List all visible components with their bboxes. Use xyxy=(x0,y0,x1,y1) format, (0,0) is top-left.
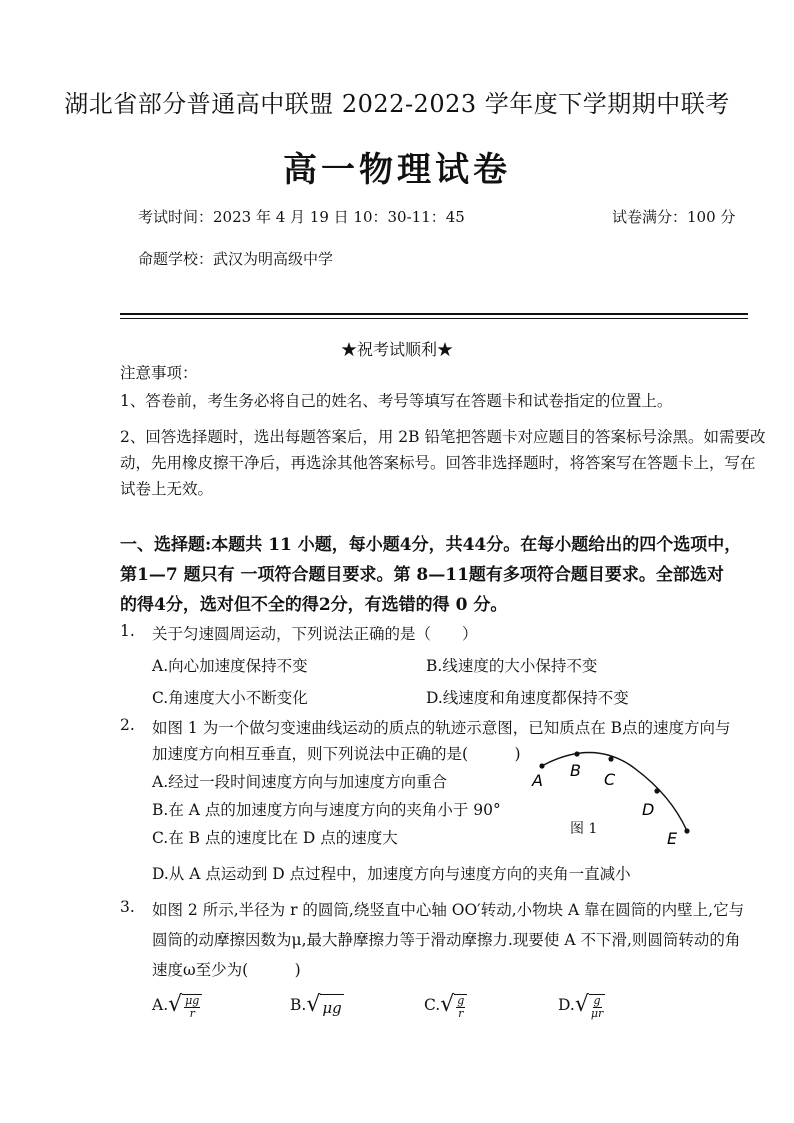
point-e-label: E xyxy=(667,829,678,848)
question-number: 3. xyxy=(120,898,135,916)
question-stem-line: 如图 1 为一个做匀变速曲线运动的质点的轨迹示意图，已知质点在 B点的速度方向与 xyxy=(152,719,731,737)
option-b xyxy=(290,990,344,1020)
fraction-denominator: μr xyxy=(590,1007,604,1020)
option-c xyxy=(424,990,467,1020)
option-label: B. xyxy=(290,996,307,1014)
note-line: 1、答卷前，考生务必将自己的姓名、考号等填写在答题卡和试卷指定的位置上。 xyxy=(120,392,673,410)
option-c: C.在 B 点的速度比在 D 点的速度大 xyxy=(152,829,398,847)
blessing-line: ★祝考试顺利★ xyxy=(340,340,453,359)
question-stem-line: 圆筒的动摩擦因数为μ,最大静摩擦力等于滑动摩擦力.现要使 A 不下滑,则圆筒转动的角 xyxy=(152,931,741,949)
option-b: B.在 A 点的加速度方向与速度方向的夹角小于 90° xyxy=(152,801,501,819)
note-line: 2、回答选择题时，选出每题答案后，用 2B 铅笔把答题卡对应题目的答案标号涂黑。如需要改 xyxy=(120,428,766,446)
fraction-denominator: r xyxy=(458,1007,464,1020)
trajectory-figure xyxy=(520,745,700,855)
option-a xyxy=(152,990,202,1020)
note-line: 动，先用橡皮擦干净后，再选涂其他答案标号。回答非选择题时，将答案写在答题卡上，写在 xyxy=(120,454,756,472)
question-stem-line: 速度ω至少为( ) xyxy=(152,961,301,979)
setting-school: 命题学校：武汉为明高级中学 xyxy=(138,250,334,268)
option-d: D.从 A 点运动到 D 点过程中，加速度方向与速度方向的夹角一直减小 xyxy=(152,865,631,883)
point-b-dot xyxy=(574,751,579,756)
sqrt-expression: √ $\frac{\mu g}{r}$ xyxy=(168,990,202,1020)
question-number: 1. xyxy=(120,622,135,640)
option-label: A. xyxy=(152,996,169,1014)
point-c-label: C xyxy=(604,770,616,789)
option-d: D.线速度和角速度都保持不变 xyxy=(426,689,629,707)
point-a-label: A xyxy=(532,771,543,790)
section-heading-line: 的得4分，选对但不全的得2分，有选错的得 0 分。 xyxy=(120,595,508,615)
sqrt-expression: √ $\frac{g}{r}$ xyxy=(440,990,467,1020)
point-d-dot xyxy=(654,788,659,793)
question-number: 2. xyxy=(120,716,135,734)
exam-header: 湖北省部分普通高中联盟 2022-2023 学年度下学期期中联考 xyxy=(64,90,730,118)
fraction-numerator: μg xyxy=(185,994,200,1007)
divider-rule-top xyxy=(120,313,748,315)
sqrt-expression: √ μg xyxy=(306,990,343,1020)
paper-title: 高一物理试卷 xyxy=(283,150,511,190)
point-e-dot xyxy=(684,828,689,833)
fraction-numerator: g xyxy=(457,994,465,1007)
question-stem-line: 加速度方向相互垂直，则下列说法中正确的是( ) xyxy=(152,745,521,763)
exam-time: 考试时间：2023 年 4 月 19 日 10：30-11：45 xyxy=(138,208,465,226)
radicand: μg xyxy=(320,994,343,1020)
fraction-numerator: g xyxy=(593,994,601,1007)
notes-title: 注意事项： xyxy=(120,364,198,382)
trajectory-curve xyxy=(540,752,687,831)
full-score: 试卷满分：100 分 xyxy=(612,208,736,226)
option-label: C. xyxy=(424,996,441,1014)
point-c-dot xyxy=(608,756,613,761)
point-d-label: D xyxy=(642,800,655,819)
sqrt-expression: √ $\frac{g}{\mu r}$ xyxy=(574,992,604,1020)
option-c: C.角速度大小不断变化 xyxy=(152,689,308,707)
option-b: B.线速度的大小保持不变 xyxy=(426,657,598,675)
point-a-dot xyxy=(539,763,544,768)
question-stem: 关于匀速圆周运动，下列说法正确的是（ ） xyxy=(152,625,478,643)
note-line: 试卷上无效。 xyxy=(120,480,214,498)
figure-caption: 图 1 xyxy=(570,821,598,837)
option-a: A.向心加速度保持不变 xyxy=(152,657,308,675)
option-d xyxy=(558,990,605,1020)
option-a: A.经过一段时间速度方向与加速度方向重合 xyxy=(152,773,448,791)
section-heading-line: 一、选择题:本题共 11 小题，每小题4分，共44分。在每小题给出的四个选项中， xyxy=(120,535,742,555)
question-stem-line: 如图 2 所示,半径为 r 的圆筒,绕竖直中心轴 OO′转动,小物块 A 靠在圆筒的内壁上,它与 xyxy=(152,901,745,919)
section-heading-line: 第1—7 题只有 一项符合题目要求。第 8—11题有多项符合题目要求。全部选对 xyxy=(120,565,724,585)
option-label: D. xyxy=(558,996,575,1014)
fraction-denominator: r xyxy=(189,1007,195,1020)
point-b-label: B xyxy=(570,761,581,780)
divider-rule-bottom xyxy=(120,318,748,319)
